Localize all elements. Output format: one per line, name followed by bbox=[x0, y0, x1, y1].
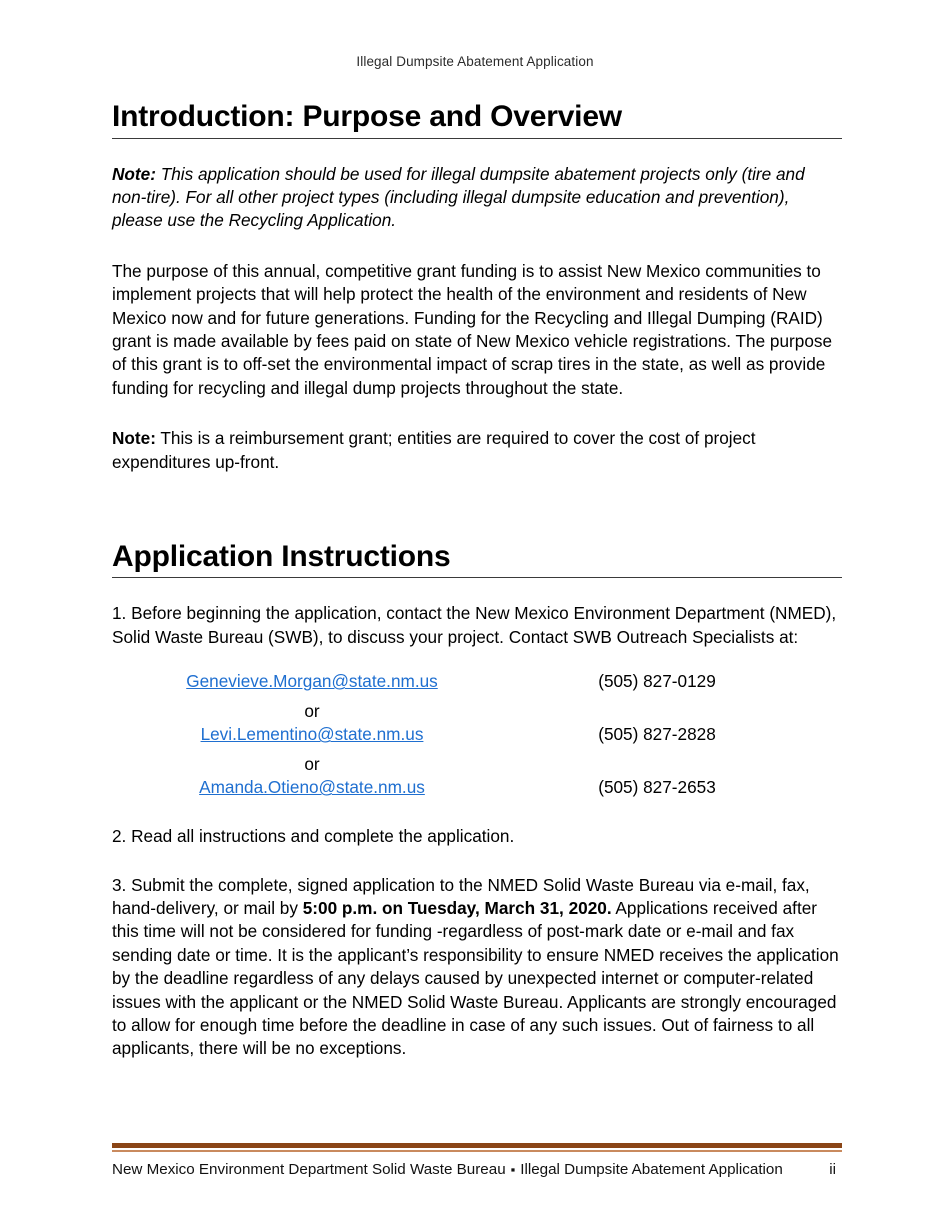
contact-row bbox=[112, 671, 842, 699]
contact-email-link[interactable]: Amanda.Otieno@state.nm.us bbox=[199, 777, 425, 798]
contact-separator: or bbox=[304, 701, 320, 722]
contact-phone: (505) 827-0129 bbox=[598, 671, 716, 692]
contact-phone: (505) 827-2653 bbox=[598, 777, 716, 798]
note2-label: Note: bbox=[112, 428, 156, 449]
contact-row bbox=[112, 724, 842, 752]
instruction-step-2: 2. Read all instructions and complete the application. bbox=[112, 826, 515, 847]
paragraph-intro-note bbox=[112, 163, 842, 233]
bullet-separator-icon: ▪ bbox=[510, 1161, 516, 1177]
contact-phone: (505) 827-2828 bbox=[598, 724, 716, 745]
paragraph-reimbursement-note bbox=[112, 427, 842, 474]
contact-email-cell bbox=[112, 724, 512, 745]
footer-left bbox=[112, 1161, 783, 1178]
contact-email-cell bbox=[112, 777, 512, 798]
step3-before: 3. Submit the complete, signed application to the NMED Solid Waste Bureau via e-mail, fax, hand-delivery, or mail by bbox=[112, 874, 810, 919]
instruction-step-3 bbox=[112, 874, 842, 1061]
section-heading-application-instructions: Application Instructions bbox=[112, 540, 842, 579]
footer-rule-thin bbox=[112, 1150, 842, 1152]
document-content bbox=[112, 100, 842, 1061]
contact-separator: or bbox=[304, 754, 320, 775]
page-number: ii bbox=[829, 1160, 836, 1178]
footer-document-title: Illegal Dumpsite Abatement Application bbox=[520, 1160, 783, 1178]
contact-list bbox=[112, 671, 842, 805]
submission-deadline: 5:00 p.m. on Tuesday, March 31, 2020. bbox=[302, 898, 612, 919]
running-header: Illegal Dumpsite Abatement Application bbox=[356, 54, 594, 69]
step3-after: Applications received after this time will not be considered for funding -regardless of post-mark date or e-mail and fax sending date or time. It is the applicant’s responsibility to ensure NMED receives the application by the deadline regardless of any delays caused by unexpected internet or computer-related issues with the applicant or the NMED Solid Waste Bureau. Applicants are strongly encouraged to allow for enough time before the deadline in case of any such issues. Out of fairness to all applicants, there will be no exceptions. bbox=[112, 898, 839, 1059]
instruction-step-1: 1. Before beginning the application, contact the New Mexico Environment Department (NMED), Solid Waste Bureau (SWB), to discuss your project. Contact SWB Outreach Specialists at: bbox=[112, 603, 837, 647]
footer-organization: New Mexico Environment Department Solid Waste Bureau bbox=[112, 1160, 506, 1178]
page-footer bbox=[112, 1143, 842, 1178]
contact-email-link[interactable]: Levi.Lementino@state.nm.us bbox=[200, 724, 424, 745]
paragraph-purpose: The purpose of this annual, competitive grant funding is to assist New Mexico communities to implement projects that will help protect the health of the environment and residents of New Mexico now and for future generations. Funding for the Recycling and Illegal Dumping (RAID) grant is made available by fees paid on state of New Mexico vehicle registrations. The purpose of this grant is to off-set the environmental impact of scrap tires in the state, as well as provide funding for recycling and illegal dump projects throughout the state. bbox=[112, 260, 833, 398]
section-spacer bbox=[112, 474, 842, 540]
contact-row bbox=[112, 777, 842, 805]
section-heading-introduction: Introduction: Purpose and Overview bbox=[112, 100, 842, 139]
note-text: This application should be used for illegal dumpsite abatement projects only (tire and non-tire). For all other project types (including illegal dumpsite education and prevention), please use the Recycling Application. bbox=[112, 163, 805, 231]
contact-email-cell bbox=[112, 671, 512, 692]
contact-email-link[interactable]: Genevieve.Morgan@state.nm.us bbox=[186, 671, 438, 692]
note-label: Note: bbox=[112, 163, 156, 184]
footer-text-row bbox=[112, 1161, 842, 1178]
note2-text: This is a reimbursement grant; entities are required to cover the cost of project expenditures up-front. bbox=[112, 428, 756, 472]
